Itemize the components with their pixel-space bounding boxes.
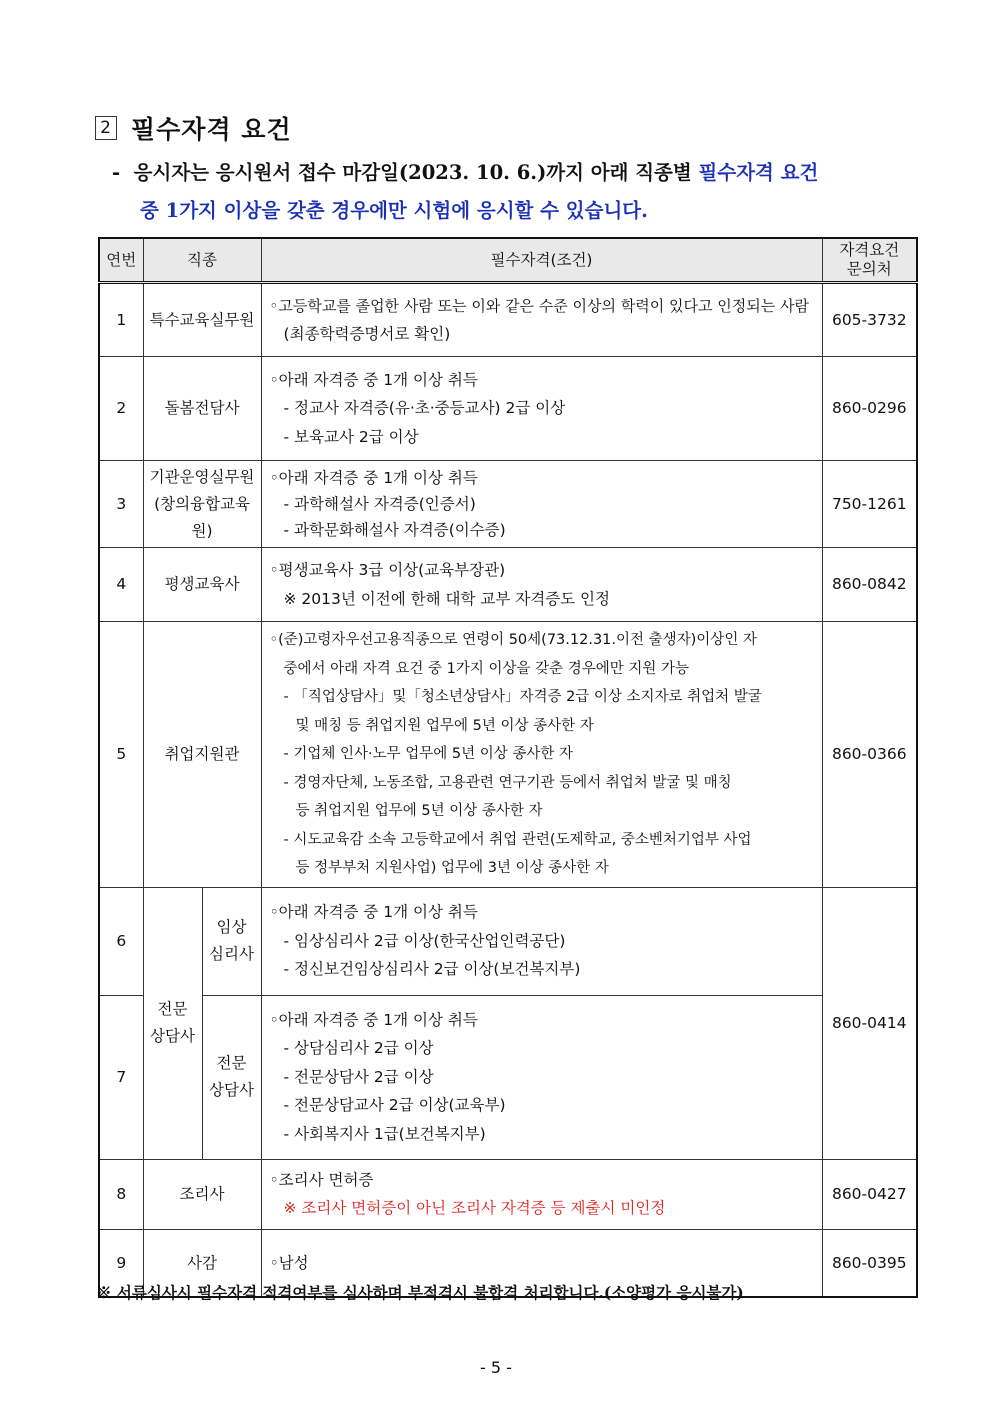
header-contact-line2: 문의처	[846, 260, 892, 278]
intro-line-1	[112, 154, 902, 192]
condition-line: - 전문상담교사 2급 이상(교육부)	[283, 1096, 506, 1115]
job-subtype-line2: 심리사	[209, 945, 254, 963]
condition-cell	[261, 357, 822, 461]
condition-line: - 정신보건임상심리사 2급 이상(보건복지부)	[283, 960, 581, 979]
row-number: 7	[99, 995, 143, 1159]
condition-line: - 경영자단체, 노동조합, 고용관련 연구기관 등에서 취업처 발굴 및 매칭	[283, 774, 732, 791]
condition-line: - 과학해설사 자격증(인증서)	[283, 495, 476, 513]
condition-line: 중에서 아래 자격 요건 중 1가지 이상을 갖춘 경우에만 지원 가능	[283, 660, 690, 677]
contact-phone: 605-3732	[822, 283, 917, 357]
job-type-line2: (창의융합교육원)	[154, 494, 250, 540]
job-group	[143, 887, 202, 1159]
job-subtype	[202, 887, 261, 995]
job-subtype	[202, 995, 261, 1159]
table-row	[99, 283, 917, 357]
job-subtype-line1: 전문	[216, 1054, 247, 1072]
table-row	[99, 1159, 917, 1229]
section-title	[95, 108, 292, 148]
contact-phone: 860-0366	[822, 622, 917, 888]
condition-cell	[261, 461, 822, 548]
job-type: 평생교육사	[143, 548, 261, 622]
condition-line: - 상담심리사 2급 이상	[283, 1039, 434, 1058]
table-row	[99, 461, 917, 548]
page-number: - 5 -	[480, 1358, 512, 1377]
condition-line: 등 정부부처 지원사업) 업무에 3년 이상 종사한 자	[295, 860, 609, 876]
table-row	[99, 887, 917, 995]
condition-line: - 임상심리사 2급 이상(한국산업인력공단)	[283, 931, 566, 950]
row-number: 3	[99, 461, 143, 548]
contact-phone: 860-0427	[822, 1159, 917, 1229]
condition-line: - 「직업상담사」및「청소년상담사」자격증 2급 이상 소지자로 취업처 발굴	[283, 689, 762, 705]
job-group-line1: 전문	[157, 1000, 188, 1018]
condition-line: 등 취업지원 업무에 5년 이상 종사한 자	[295, 803, 543, 819]
condition-line: ◦(준)고령자우선고용직종으로 연령이 50세(73.12.31.이전 출생자)이상인 자	[269, 632, 757, 648]
table-row	[99, 995, 917, 1159]
condition-line: ◦아래 자격증 중 1개 이상 취득	[269, 370, 478, 389]
job-type: 돌봄전담사	[143, 357, 261, 461]
job-type-line1: 기관운영실무원	[149, 467, 255, 486]
contact-phone: 860-0296	[822, 357, 917, 461]
condition-line: ◦고등학교를 졸업한 사람 또는 이와 같은 수준 이상의 학력이 있다고 인정되는 사람	[269, 296, 809, 315]
intro-text-1: 응시자는 응시원서 접수 마감일(2023. 10. 6.)까지 아래 직종별	[133, 161, 699, 184]
table-header-row	[99, 238, 917, 283]
header-type: 직종	[143, 238, 261, 283]
intro-paragraph	[112, 154, 902, 230]
intro-line-2: 중 1가지 이상을 갖춘 경우에만 시험에 응시할 수 있습니다.	[140, 199, 648, 222]
job-subtype-line1: 임상	[216, 918, 247, 936]
condition-cell	[261, 887, 822, 995]
condition-line: - 전문상담사 2급 이상	[283, 1067, 434, 1086]
condition-line: - 시도교육감 소속 고등학교에서 취업 관련(도제학교, 중소벤처기업부 사업	[283, 831, 752, 848]
condition-line: - 정교사 자격증(유·초·중등교사) 2급 이상	[283, 399, 566, 418]
row-number: 4	[99, 548, 143, 622]
job-type: 취업지원관	[143, 622, 261, 888]
contact-phone: 860-0414	[822, 887, 917, 1159]
condition-line: 및 매칭 등 취업지원 업무에 5년 이상 종사한 자	[295, 717, 594, 734]
header-no: 연번	[99, 238, 143, 283]
condition-line: ◦아래 자격증 중 1개 이상 취득	[269, 903, 478, 922]
table-row	[99, 548, 917, 622]
contact-phone: 860-0395	[822, 1229, 917, 1297]
condition-line: (최종학력증명서로 확인)	[283, 325, 451, 343]
condition-line-warning: ※ 조리사 면허증이 아닌 조리사 자격증 등 제출시 미인정	[283, 1199, 666, 1217]
row-number: 2	[99, 357, 143, 461]
header-contact	[822, 238, 917, 283]
condition-line: ※ 2013년 이전에 한해 대학 교부 자격증도 인정	[283, 589, 611, 608]
condition-line: ◦아래 자격증 중 1개 이상 취득	[269, 469, 478, 487]
condition-line: - 사회복지사 1급(보건복지부)	[283, 1124, 486, 1143]
condition-cell	[261, 283, 822, 357]
row-number: 1	[99, 283, 143, 357]
job-type: 조리사	[143, 1159, 261, 1229]
table-row	[99, 357, 917, 461]
row-number: 8	[99, 1159, 143, 1229]
row-number: 9	[99, 1229, 143, 1297]
job-subtype-line2: 상담사	[209, 1081, 254, 1099]
row-number: 6	[99, 887, 143, 995]
condition-line: - 과학문화해설사 자격증(이수증)	[283, 521, 506, 539]
job-type	[143, 461, 261, 548]
job-group-line2: 상담사	[150, 1027, 195, 1045]
job-type: 특수교육실무원	[143, 283, 261, 357]
footnote: ※ 서류심사시 필수자격 적격여부를 심사하며 부적격시 불합격 처리합니다.(소양평가 응시불가)	[96, 1283, 744, 1302]
contact-phone: 860-0842	[822, 548, 917, 622]
job-type: 사감	[143, 1229, 261, 1297]
table-row	[99, 622, 917, 888]
requirements-table	[98, 237, 918, 1298]
condition-line: - 기업체 인사·노무 업무에 5년 이상 종사한 자	[283, 746, 573, 762]
condition-line: ◦남성	[269, 1253, 309, 1272]
intro-highlight-1: 필수자격 요건	[698, 161, 819, 184]
condition-line: ◦조리사 면허증	[269, 1170, 374, 1189]
row-number: 5	[99, 622, 143, 888]
condition-line: - 보육교사 2급 이상	[283, 427, 419, 446]
condition-cell	[261, 622, 822, 888]
condition-line: ◦아래 자격증 중 1개 이상 취득	[269, 1010, 478, 1029]
header-condition: 필수자격(조건)	[261, 238, 822, 283]
section-number-box: 2	[95, 116, 117, 140]
intro-dash: -	[112, 161, 121, 184]
condition-cell	[261, 548, 822, 622]
condition-cell	[261, 995, 822, 1159]
header-contact-line1: 자격요건	[839, 241, 900, 259]
contact-phone: 750-1261	[822, 461, 917, 548]
section-title-text: 필수자격 요건	[131, 115, 292, 144]
condition-cell	[261, 1159, 822, 1229]
condition-line: ◦평생교육사 3급 이상(교육부장관)	[269, 561, 506, 579]
